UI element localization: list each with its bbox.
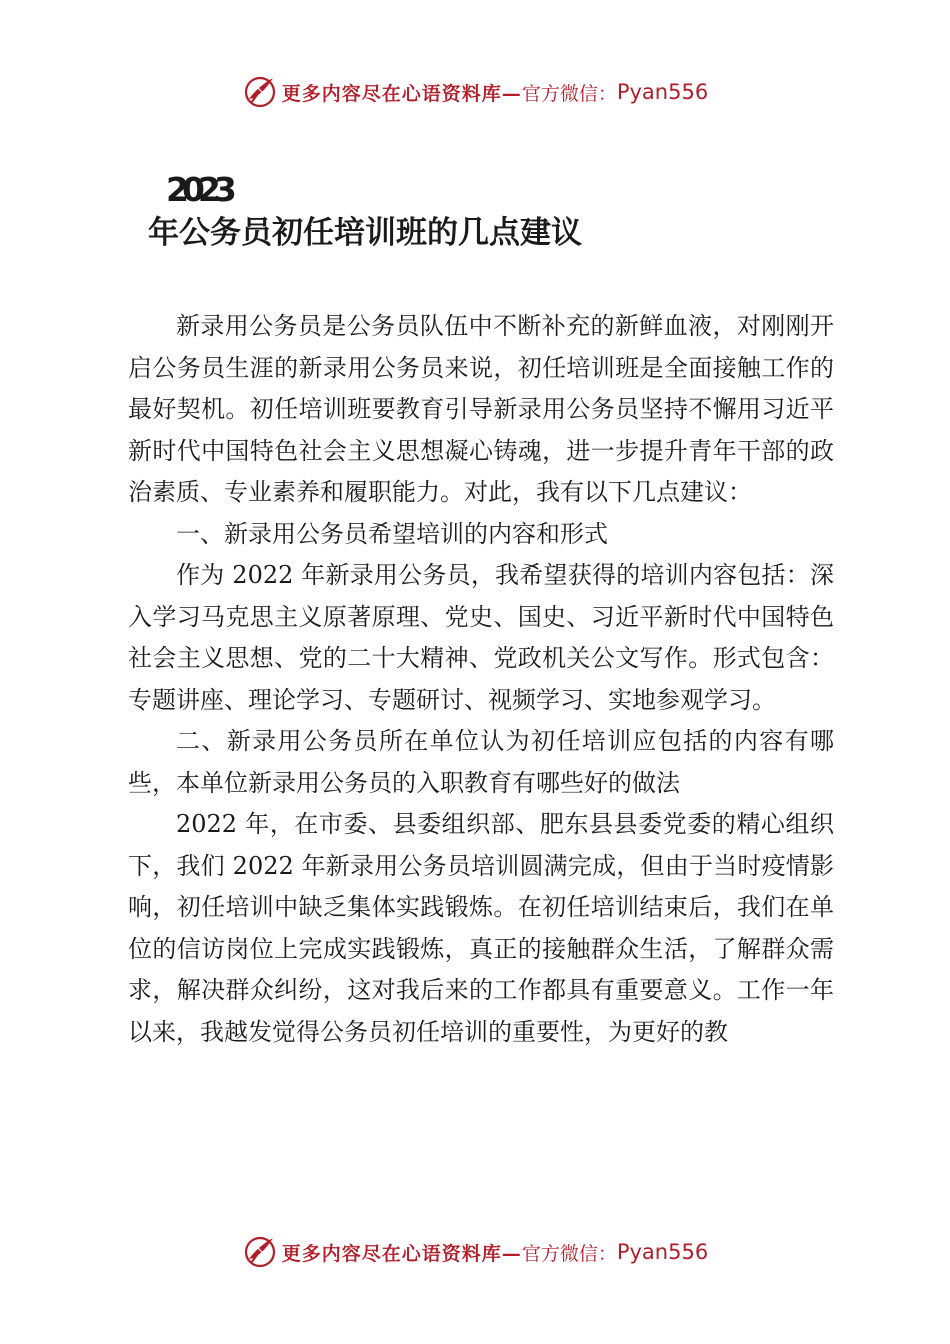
- banner-main-text: 更多内容尽在心语资料库—: [281, 82, 522, 105]
- section-heading-1: 一、新录用公务员希望培训的内容和形式: [176, 519, 608, 548]
- section-heading-2: 二、新录用公务员所在单位认为初任培训应包括的内容有哪些，本单位新录用公务员的入职教育有哪些好的做法: [128, 727, 834, 797]
- banner-wechat-id: Pyan556: [616, 80, 709, 104]
- banner-wechat-id: Pyan556: [616, 1240, 709, 1264]
- page-title: 年公务员初任培训班的几点建议: [148, 215, 582, 251]
- quill-pen-logo-icon: [242, 1234, 278, 1270]
- paragraph-section-1: 作为 2022 年新录用公务员，我希望获得的培训内容包括：深入学习马克思主义原著原理、党史、国史、习近平新时代中国特色社会主义思想、党的二十大精神、党政机关公文写作。形式包含：专题讲座、理论学习、专题研讨、视频学习、实地参观学习。: [128, 561, 834, 714]
- banner-wechat-label: 官方微信：: [521, 1242, 617, 1265]
- banner-main-text: 更多内容尽在心语资料库—: [281, 1242, 522, 1265]
- quill-pen-logo-icon: [242, 74, 278, 110]
- paragraph-section-2: 2022 年，在市委、县委组织部、肥东县县委党委的精心组织下，我们 2022 年新录用公务员培训圆满完成，但由于当时疫情影响，初任培训中缺乏集体实践锻炼。在初任培训结束后，我们在单位的信访岗位上完成实践锻炼，真正的接触群众生活，了解群众需求，解决群众纠纷，这对我后来的工作都具有重要意义。工作一年以来，我越发觉得公务员初任培训的重要性，为更好的教: [128, 810, 834, 1046]
- header-banner: [0, 70, 950, 114]
- footer-banner: [0, 1230, 950, 1274]
- banner-wechat-label: 官方微信：: [521, 82, 617, 105]
- document-body: [128, 306, 834, 1053]
- paragraph-intro: 新录用公务员是公务员队伍中不断补充的新鲜血液，对刚刚开启公务员生涯的新录用公务员来说，初任培训班是全面接触工作的最好契机。初任培训班要教育引导新录用公务员坚持不懈用习近平新时代中国特色社会主义思想凝心铸魂，进一步提升青年干部的政治素质、专业素养和履职能力。对此，我有以下几点建议：: [128, 312, 834, 506]
- title-year: 2023: [166, 170, 230, 209]
